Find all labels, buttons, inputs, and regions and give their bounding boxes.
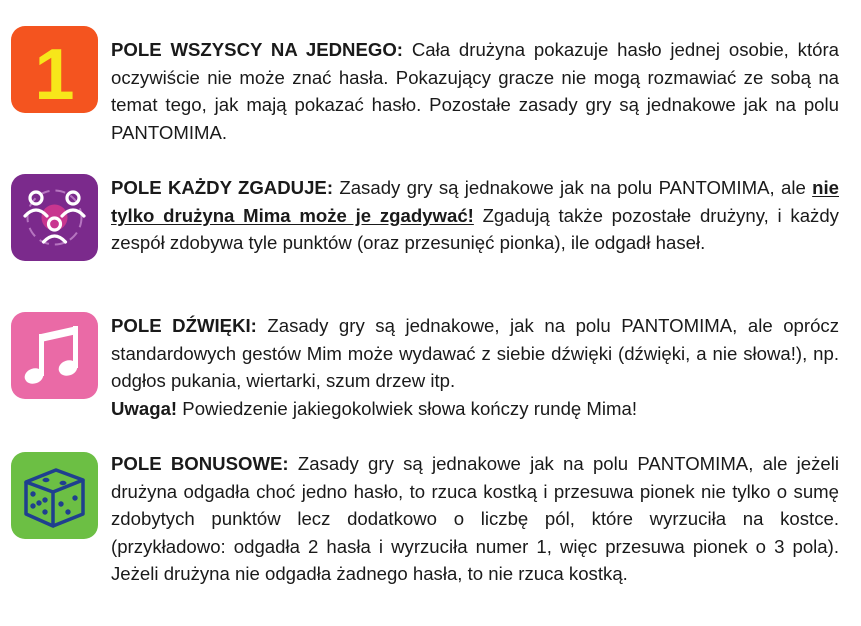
- number-one-icon: [11, 26, 98, 113]
- music-note-icon: [11, 312, 98, 399]
- rule-title: POLE WSZYSCY NA JEDNEGO:: [111, 39, 403, 60]
- rule-wszyscy-na-jednego: [111, 36, 839, 146]
- rule-kazdy-zgaduje: [111, 174, 839, 257]
- rule-title: POLE BONUSOWE:: [111, 453, 289, 474]
- number-one-glyph: 1: [34, 35, 75, 113]
- dice-icon: [11, 452, 98, 539]
- rule-body-start: Zasady gry są jednakowe jak na polu PANTOMIMA, ale: [339, 177, 806, 198]
- rule-title: POLE KAŻDY ZGADUJE:: [111, 177, 334, 198]
- rule-body: Cała drużyna pokazuje hasło jednej osobie, która oczywiście nie może znać hasła. Pokazujący gracze nie mogą rozmawiać ze sobą na temat tego, jak mają pokazać hasło. Pozostałe zasady gry są jednakowe jak na polu PANTOMIMA.: [111, 39, 840, 143]
- rule-dzwieki: [111, 312, 839, 422]
- note-text: Powiedzenie jakiegokolwiek słowa kończy rundę Mima!: [182, 397, 638, 419]
- rule-body: Zasady gry są jednakowe jak na polu PANTOMIMA, ale jeżeli drużyna odgadła choć jedno hasło, to rzuca kostką i przesuwa pionek nie tylko o sumę zdobytych punktów lecz dodatkowo o liczbę pól, które wyrzuciła na kostce. (przykładowo: odgadła 2 hasła i wyrzuciła numer 1, więc przesuwa pionek o 3 pola). Jeżeli drużyna nie odgadła żadnego hasła, to nie rzuca kostką.: [111, 453, 840, 584]
- rule-emphasis: nie tylko drużyna Mima może je zgadywać!: [111, 177, 839, 226]
- rule-bonusowe: [111, 450, 839, 588]
- rule-title: POLE DŹWIĘKI:: [111, 315, 257, 336]
- people-group-icon: [11, 174, 98, 261]
- note-label: Uwaga!: [111, 397, 178, 419]
- rule-body-end: Zgadują także pozostałe drużyny, i każdy zespół zdobywa tyle punktów (oraz przesunięć pionka), ile odgadł haseł.: [111, 204, 839, 253]
- rule-body: Zasady gry są jednakowe, jak na polu PANTOMIMA, ale oprócz standardowych gestów Mim może wydawać z siebie dźwięki (dźwięki, a nie słowa!), np. odgłos pukania, wiertarki, szum drzew itp.: [111, 315, 840, 391]
